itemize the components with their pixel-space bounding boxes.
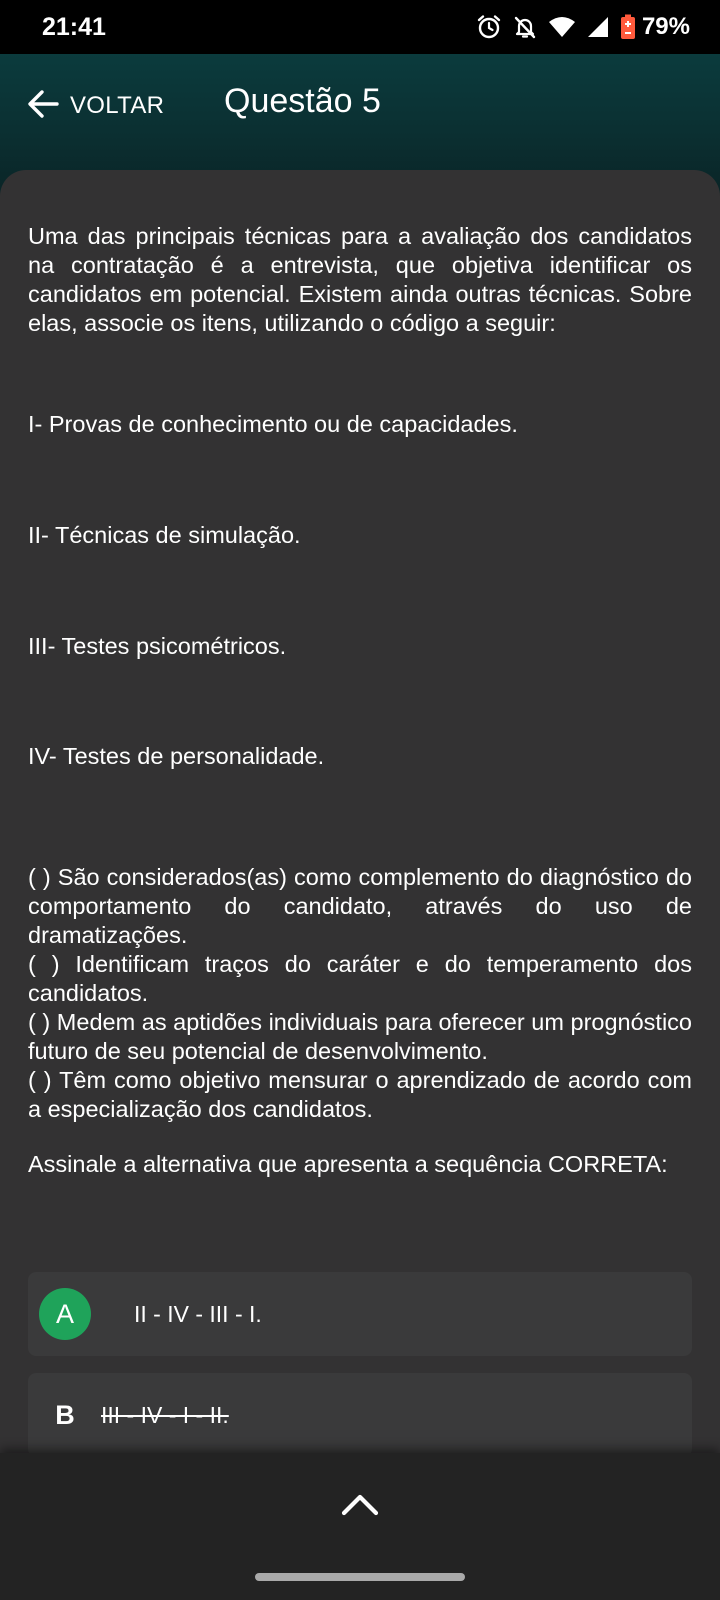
question-instruction: Assinale a alternativa que apresenta a sequência CORRETA:: [28, 1151, 668, 1177]
option-text: II - IV - III - I.: [134, 1300, 262, 1327]
association-list: [28, 863, 692, 1124]
battery-icon: [620, 14, 636, 40]
home-indicator[interactable]: [255, 1573, 465, 1581]
expand-button[interactable]: [330, 1481, 390, 1531]
association-statement: ( ) Identificam traços do caráter e do temperamento dos candidatos.: [28, 951, 692, 1006]
alarm-icon: [476, 14, 502, 40]
answer-option-b[interactable]: [28, 1373, 692, 1457]
association-statement: ( ) Medem as aptidões individuais para oferecer um prognóstico futuro de seu potencial de desenvolvimento.: [28, 1009, 692, 1064]
status-time: 21:41: [42, 13, 106, 41]
chevron-up-icon: [340, 1491, 380, 1522]
arrow-left-icon: [26, 87, 60, 126]
back-button[interactable]: [26, 84, 164, 128]
option-text-crossed-out: III - IV - I - II.: [101, 1401, 229, 1428]
bottom-bar: [0, 1453, 720, 1600]
answer-option-a[interactable]: [28, 1272, 692, 1356]
question-item: III- Testes psicométricos.: [28, 633, 287, 659]
question-card: [0, 170, 720, 1470]
status-icons: [476, 12, 690, 42]
page-title: Questão 5: [224, 82, 381, 120]
option-letter-badge: A: [39, 1288, 91, 1340]
option-letter: B: [55, 1399, 75, 1430]
question-item: I- Provas de conhecimento ou de capacidades.: [28, 411, 518, 437]
signal-icon: [586, 15, 610, 39]
status-bar: [0, 0, 720, 54]
notifications-off-icon: [512, 14, 538, 40]
wifi-icon: [548, 15, 576, 39]
question-intro: Uma das principais técnicas para a avaliação dos candidatos na contratação é a entrevista, que objetiva identificar os candidatos em potencial. Existem ainda outras técnicas. Sobre elas, associe os itens, utilizando o código a seguir:: [28, 223, 692, 336]
association-statement: ( ) Têm como objetivo mensurar o aprendizado de acordo com a especialização dos candidatos.: [28, 1067, 692, 1122]
association-statement: ( ) São considerados(as) como complemento do diagnóstico do comportamento do candidato, através do uso de dramatizações.: [28, 864, 692, 948]
question-item: IV- Testes de personalidade.: [28, 743, 325, 769]
question-item: II- Técnicas de simulação.: [28, 522, 301, 548]
battery-percentage: 79%: [641, 13, 690, 40]
back-label: VOLTAR: [70, 92, 165, 119]
